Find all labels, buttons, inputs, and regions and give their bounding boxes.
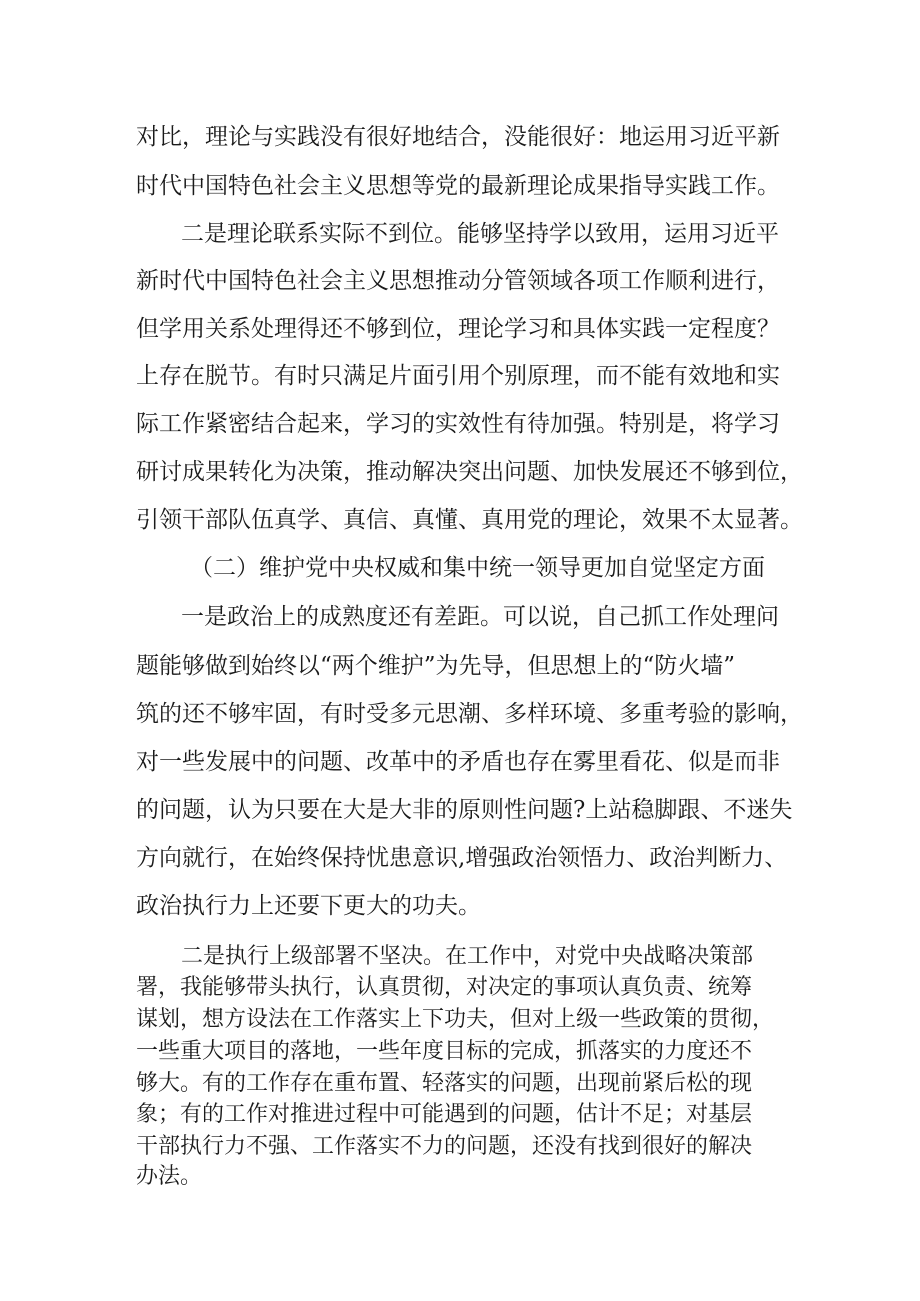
text-line: 题能够做到始终以“两个维护”为先导，但思想上的“防火墙”: [136, 653, 736, 679]
text-line: 筑的还不够牢固，有时受多元思潮、多样环境、多重考验的影响，: [136, 701, 803, 727]
text-line: 对比，理论与实践没有很好地结合，没能很好：地运用习近平新: [136, 124, 780, 150]
text-line: 但学用关系处理得还不够到位，理论学习和具体实践一定程度？: [136, 316, 780, 342]
text-line: 谋划，想方设法在工作落实上下功夫，但对上级一些政策的贯彻，: [136, 1007, 775, 1032]
text-line: 方向就行，在始终保持忧患意识,增强政治领悟力、政治判断力、: [136, 845, 788, 871]
text-line: 象；有的工作对推进过程中可能遇到的问题，估计不足；对基层: [136, 1102, 753, 1127]
text-line: 引领干部队伍真学、真信、真懂、真用党的理论，效果不太显著。: [136, 507, 803, 533]
text-line: 够大。有的工作存在重布置、轻落实的问题，出现前紧后松的现: [136, 1071, 753, 1096]
text-line: 对一些发展中的问题、改革中的矛盾也存在雾里看花、似是而非: [136, 749, 780, 775]
text-line: 一些重大项目的落地，一些年度目标的完成，抓落实的力度还不: [136, 1039, 753, 1064]
text-line: 二是执行上级部署不坚决。在工作中，对党中央战略决策部: [181, 944, 754, 969]
text-line: 干部执行力不强、工作落实不力的问题，还没有找到很好的解决: [136, 1134, 753, 1159]
text-line: 研讨成果转化为决策，推动解决突出问题、加快发展还不够到位，: [136, 459, 803, 485]
section-heading: （二）维护党中央权威和集中统一领导更加自觉坚定方面: [190, 555, 765, 581]
text-line: 时代中国特色社会主义思想等党的最新理论成果指导实践工作。: [136, 173, 780, 199]
text-line: 的问题，认为只要在大是大非的原则性问题?上站稳脚跟、不迷失: [136, 797, 793, 823]
text-line: 二是理论联系实际不到位。能够坚持学以致用，运用习近平: [181, 221, 779, 247]
text-line: 上存在脱节。有时只满足片面引用个别原理，而不能有效地和实: [136, 363, 780, 389]
text-line: 一是政治上的成熟度还有差距。可以说，自己抓工作处理问: [181, 604, 779, 630]
text-line: 署，我能够带头执行，认真贯彻，对决定的事项认真负责、统筹: [136, 975, 753, 1000]
text-line: 新时代中国特色社会主义思想推动分管领域各项工作顺利进行，: [136, 268, 780, 294]
text-line: 际工作紧密结合起来，学习的实效性有待加强。特别是，将学习: [136, 411, 780, 437]
text-line: 政治执行力上还要下更大的功夫。: [136, 893, 481, 919]
text-line: 办法。: [136, 1164, 203, 1189]
